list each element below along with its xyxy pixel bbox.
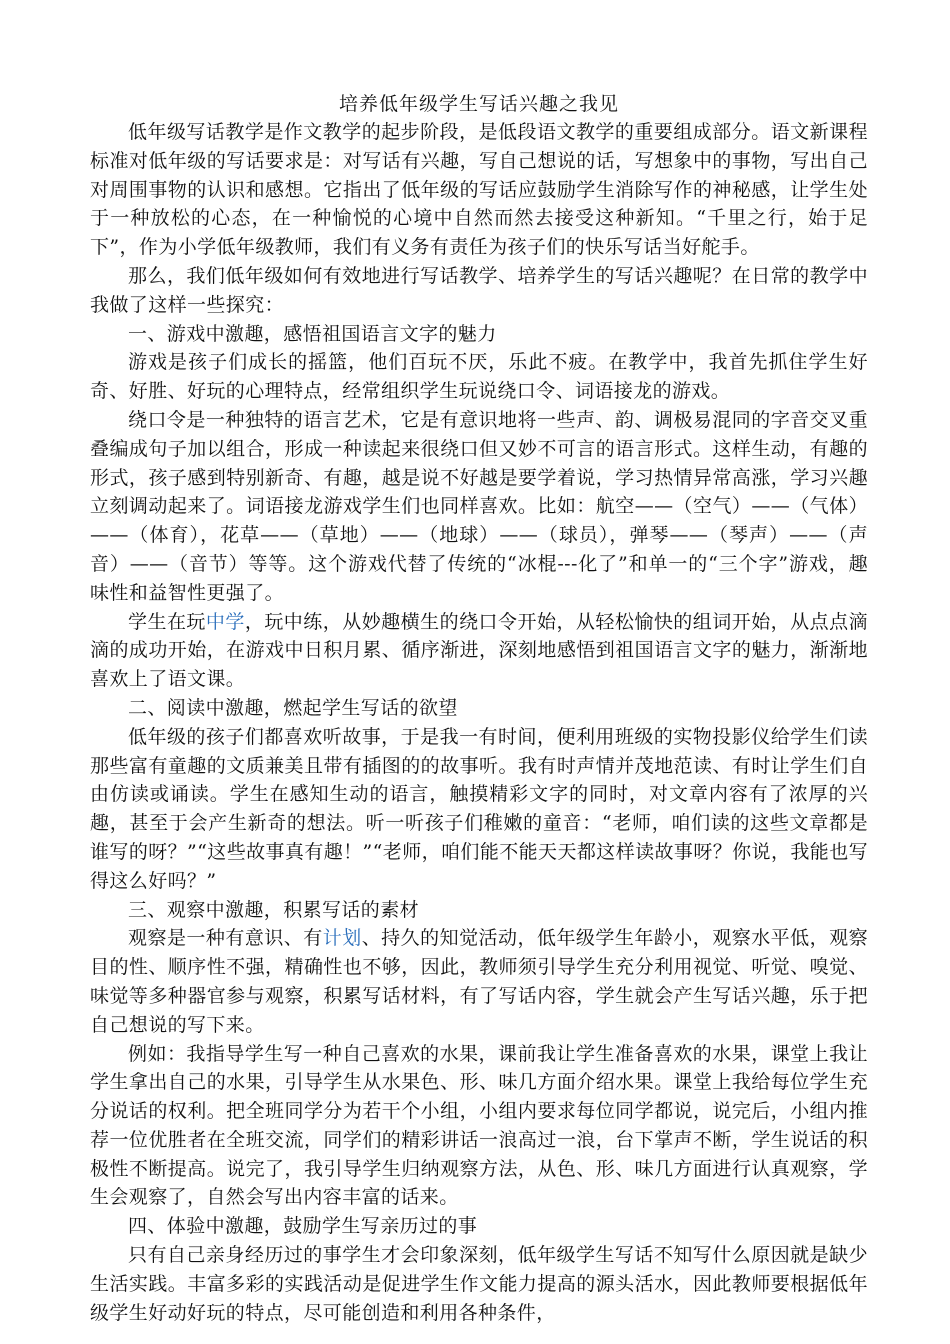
paragraph-example: 例如：我指导学生写一种自己喜欢的水果，课前我让学生准备喜欢的水果，课堂上我让学生拿出自己的水果，引导学生从水果色、形、味几方面介绍水果。课堂上我给每位学生充分说话的权利。把全班同学分为若干个小组，小组内要求每位同学都说，说完后，小组内推荐一位优胜者在全班交流，同学们的精彩讲话一浪高过一浪，台下掌声不断，学生说话的积极性不断提高。说完了，我引导学生归纳观察方法，从色、形、味几方面进行认真观察，学生会观察了，自然会写出内容丰富的话来。 (90, 1042, 868, 1209)
section-heading-4: 四、体验中激趣，鼓励学生写亲历过的事 (128, 1215, 478, 1238)
paragraph-observation (90, 924, 868, 1039)
paragraph-text: 、持久的知觉活动，低年级学生年龄小，观察水平低，观察目的性、顺序性不强，精确性也不够，因此，教师须引导学生充分利用视觉、听觉、嗅觉、味觉等多种器官参与观察，积累写话材料，有了写话内容，学生就会产生写话兴趣，乐于把自己想说的写下来。 (90, 927, 868, 1036)
section-heading-3: 三、观察中激趣，积累写话的素材 (128, 898, 420, 921)
section-heading-1: 一、游戏中激趣，感悟祖国语言文字的魅力 (128, 322, 497, 345)
paragraph-games: 游戏是孩子们成长的摇篮，他们百玩不厌，乐此不疲。在教学中，我首先抓住学生好奇、好胜、好玩的心理特点，经常组织学生玩说绕口令、词语接龙的游戏。 (90, 351, 868, 403)
paragraph-tongue-twister: 绕口令是一种独特的语言艺术，它是有意识地将一些声、韵、调极易混同的字音交叉重叠编成句子加以组合，形成一种读起来很绕口但又妙不可言的语言形式。这样生动，有趣的形式，孩子感到特别新奇、有趣，越是说不好越是要学着说，学习热情异常高涨，学习兴趣立刻调动起来了。词语接龙游戏学生们也同样喜欢。比如：航空——（空气）——（气体）——（体育），花草——（草地）——（地球）——（球员），弹琴——（琴声）——（声音）——（音节）等等。这个游戏代替了传统的“冰棍---化了”和单一的“三个字”游戏，趣味性和益智性更强了。 (90, 408, 868, 604)
paragraph-text: 观察是一种有意识、有 (128, 927, 323, 950)
section-heading-2: 二、阅读中激趣，燃起学生写话的欲望 (128, 696, 458, 719)
keyword-link[interactable]: 计划 (322, 927, 362, 950)
paragraph-text: ，玩中练，从妙趣横生的绕口令开始，从轻松愉快的组词开始，从点点滴滴的成功开始，在游戏中日积月累、循序渐进，深刻地感悟到祖国语言文字的魅力，渐渐地喜欢上了语文课。 (90, 610, 868, 691)
paragraph-text: 学生在玩 (128, 610, 206, 633)
document-title: 培养低年级学生写话兴趣之我见 (338, 93, 619, 115)
paragraph-play-learn (90, 608, 868, 694)
keyword-link[interactable]: 中学 (205, 610, 245, 633)
paragraph-question: 那么，我们低年级如何有效地进行写话教学、培养学生的写话兴趣呢？在日常的教学中我做了这样一些探究： (90, 264, 868, 316)
paragraph-reading: 低年级的孩子们都喜欢听故事，于是我一有时间，便利用班级的实物投影仪给学生们读那些富有童趣的文质兼美且带有插图的的故事听。我有时声情并茂地范读、有时让学生们自由仿读或诵读。学生在感知生动的语言，触摸精彩文字的同时，对文章内容有了浓厚的兴趣，甚至于会产生新奇的想法。听一听孩子们稚嫩的童音：“老师，咱们读的这些文章都是谁写的呀？”“这些故事真有趣！”“老师，咱们能不能天天都这样读故事呀？你说，我能也写得这么好吗？” (90, 725, 868, 892)
paragraph-intro: 低年级写话教学是作文教学的起步阶段，是低段语文教学的重要组成部分。语文新课程标准对低年级的写话要求是：对写话有兴趣，写自己想说的话，写想象中的事物，写出自己对周围事物的认识和感想。它指出了低年级的写话应鼓励学生消除写作的神秘感，让学生处于一种放松的心态，在一种愉悦的心境中自然而然去接受这种新知。“千里之行，始于足下”，作为小学低年级教师，我们有义务有责任为孩子们的快乐写话当好舵手。 (90, 121, 868, 259)
paragraph-experience: 只有自己亲身经历过的事学生才会印象深刻，低年级学生写话不知写什么原因就是缺少生活实践。丰富多彩的实践活动是促进学生作文能力提高的源头活水，因此教师要根据低年级学生好动好玩的特点，尽可能创造和利用各种条件， (90, 1244, 868, 1324)
